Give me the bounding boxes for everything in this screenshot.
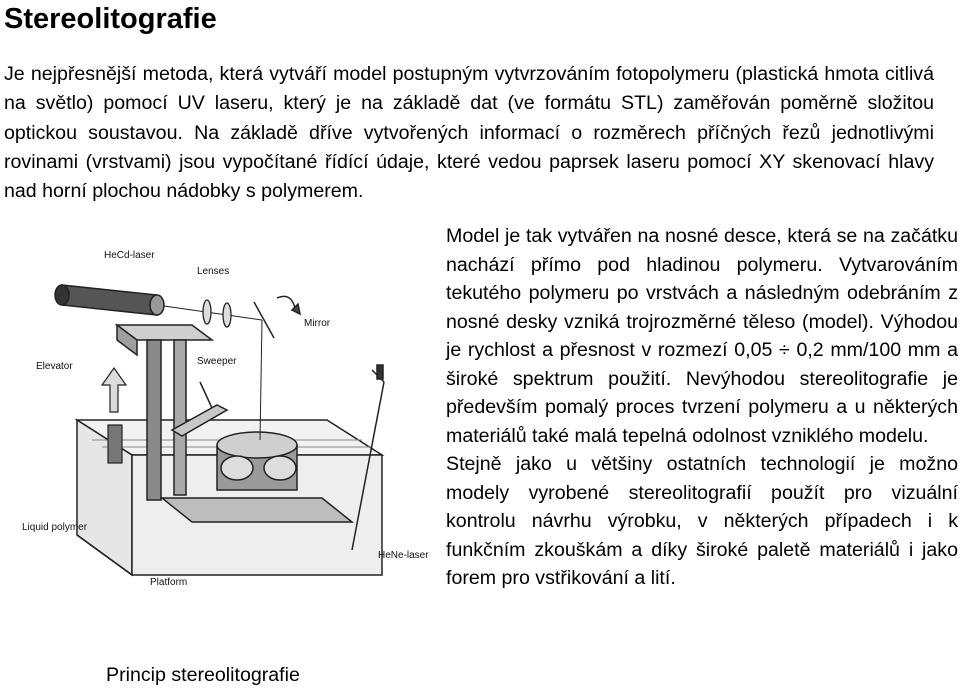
label-hene-laser: HeNe-laser bbox=[378, 550, 429, 561]
right-paragraph-2: Stejně jako u většiny ostatních technologií je možno modely vyrobené stereolitografií použít pro vizuální kontrolu návrhu výrobku, v některých případech i k funkčním zkouškám a díky široké paletě materiálů i jako forem pro vstřikování a lití. bbox=[446, 453, 958, 589]
intro-paragraph: Je nejpřesnější metoda, která vytváří model postupným vytvrzováním fotopolymeru (plastická hmota citlivá na světlo) pomocí UV laseru, který je na základě dat (ve formátu STL) zaměřován poměrně složitou optickou soustavou. Na základě dříve vytvořených informací o rozměrech příčných řezů jednotlivými rovinami (vrstvami) jsou vypočítané řídící údaje, které vedou paprsek laseru pomocí XY skenovací hlavy nad horní plochou nádobky s polymerem. bbox=[4, 63, 934, 203]
right-column bbox=[446, 222, 958, 593]
label-elevator: Elevator bbox=[36, 361, 73, 372]
label-hecd-laser: HeCd-laser bbox=[104, 250, 155, 261]
label-lenses: Lenses bbox=[197, 266, 230, 277]
platform-plate bbox=[162, 498, 352, 522]
figure-caption: Princip stereolitografie bbox=[106, 664, 300, 686]
label-platform: Platform bbox=[150, 577, 188, 588]
label-mirror: Mirror bbox=[304, 318, 331, 329]
page-title: Stereolitografie bbox=[4, 3, 217, 35]
hecd-laser bbox=[55, 285, 164, 315]
stereolithography-diagram bbox=[22, 240, 442, 612]
label-liquid-polymer: Liquid polymer bbox=[22, 522, 88, 533]
mirror bbox=[254, 296, 300, 338]
label-sweeper: Sweeper bbox=[197, 356, 237, 367]
right-paragraph-1: Model je tak vytvářen na nosné desce, která se na začátku nachází přímo pod hladinou polymeru. Vytvarováním tekutého polymeru po vrstvách a následným odebráním z nosné desky vzniká trojrozměrné těleso (model). Výhodou je rychlost a přesnost v rozmezí 0,05 ÷ 0,2 mm/100 mm a široké spektrum použití. Nevýhodou stereolitografie je především pomalý proces tvrzení polymeru a u některých materiálů také malá tepelná odolnost vzniklého modelu. bbox=[446, 225, 958, 447]
model-part bbox=[217, 432, 297, 490]
